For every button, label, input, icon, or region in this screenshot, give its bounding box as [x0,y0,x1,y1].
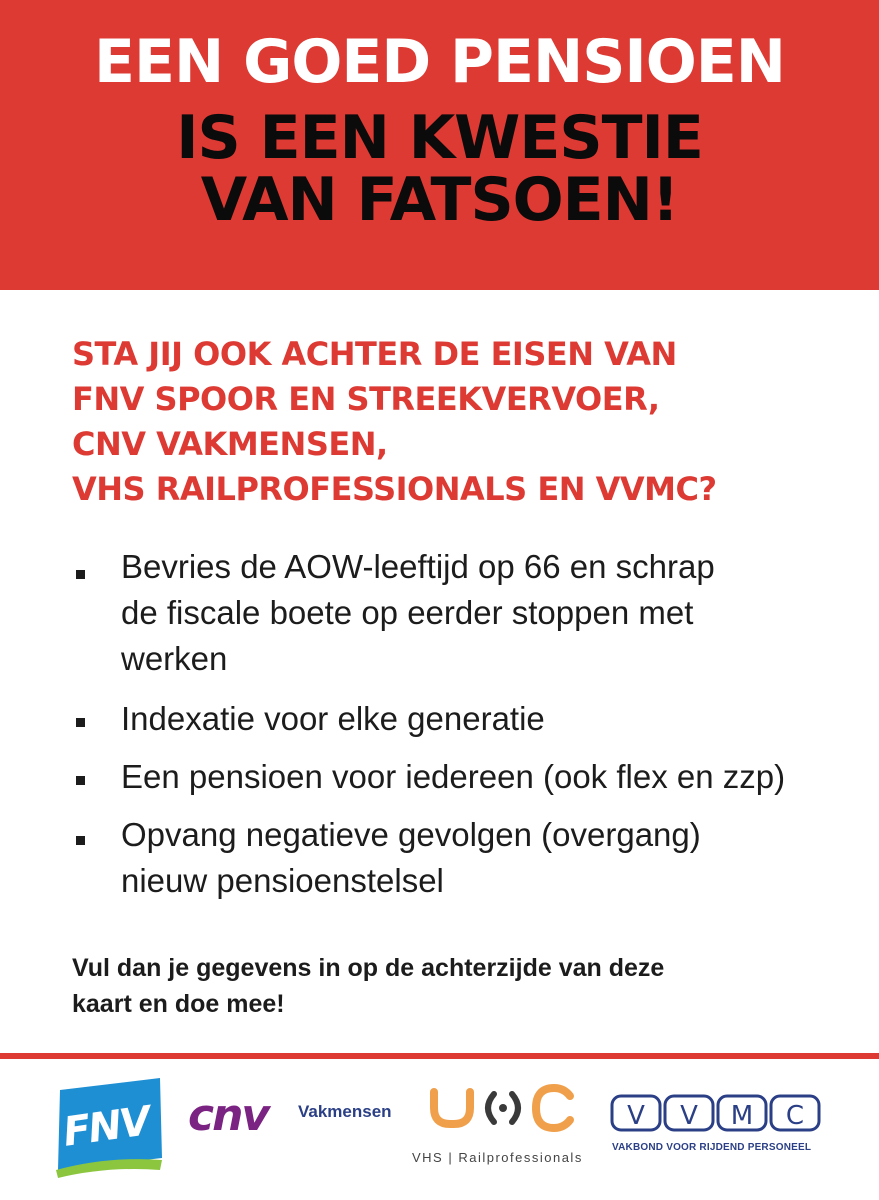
fnv-logo [52,1078,168,1182]
cnv-logo [188,1090,288,1150]
bullet-marker [76,718,85,727]
vhs-railprofessionals-label: VHS | Railprofessionals [412,1150,583,1165]
demand-line: Bevries de AOW-leeftijd op 66 en schrap [121,548,715,585]
cta-line-2: kaart en doe mee! [72,990,285,1018]
demand-line: Een pensioen voor iedereen (ook flex en zzp) [121,758,786,795]
vvmc-letter: M [730,1101,754,1131]
vvmc-logo-mark [610,1092,822,1136]
demand-line: de fiscale boete op eerder stoppen met [121,594,694,631]
subheading-line-4: VHS RAILPROFESSIONALS EN VVMC? [72,470,717,508]
bullet-marker [76,776,85,785]
fnv-logo-text: FNV [60,1098,152,1156]
cta-line-1: Vul dan je gegevens in op de achterzijde van deze [72,954,665,982]
demand-line: Opvang negatieve gevolgen (overgang) [121,816,701,853]
subheading-line-2: FNV SPOOR EN STREEKVERVOER, [72,380,660,418]
cnv-vakmensen-label: Vakmensen [298,1102,392,1121]
cnv-logo-text: cnv [188,1090,269,1141]
bullet-marker [76,836,85,845]
vvmc-letter: V [680,1101,698,1131]
vvmc-letter: V [627,1101,645,1131]
headline-line-3: VAN FATSOEN! [200,165,679,235]
vvmc-tagline: VAKBOND VOOR RIJDEND PERSONEEL [612,1142,812,1153]
headline-line-1: EEN GOED PENSIOEN [94,27,785,97]
demand-line: Indexatie voor elke generatie [121,700,545,737]
bullet-marker [76,570,85,579]
demand-line: nieuw pensioenstelsel [121,862,444,899]
vvmc-letter: C [785,1101,805,1131]
subheading-line-1: STA JIJ OOK ACHTER DE EISEN VAN [72,335,677,373]
footer-divider [0,1053,879,1059]
demand-line: werken [121,640,228,677]
headline-line-2: IS EEN KWESTIE [176,103,703,173]
vvmc-logo [610,1092,822,1136]
subheading-line-3: CNV VAKMENSEN, [72,425,388,463]
vhs-logo-mark [428,1084,578,1134]
vhs-logo [428,1084,578,1134]
